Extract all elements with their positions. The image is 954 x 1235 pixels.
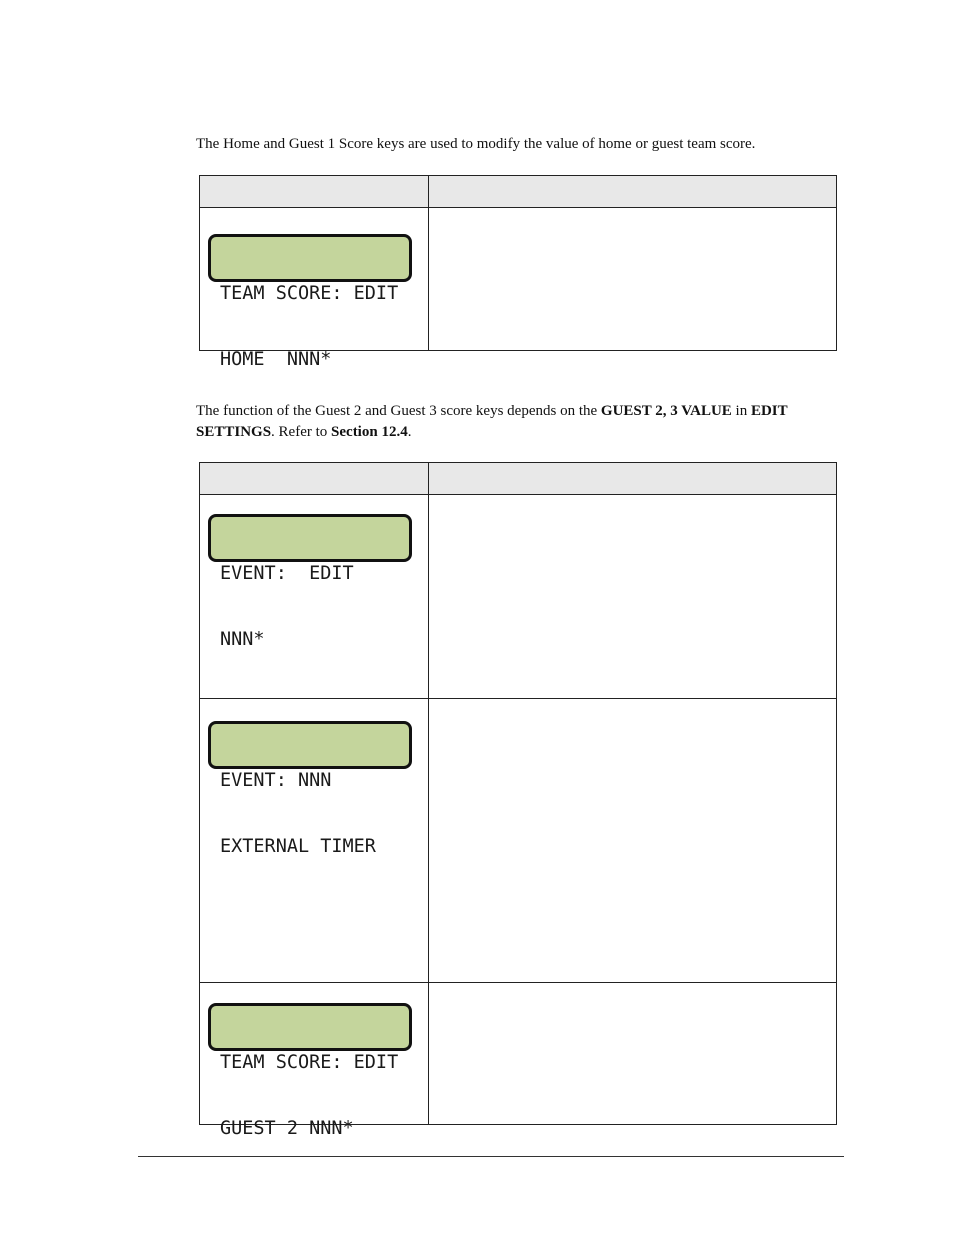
- table-header-row: [200, 463, 837, 495]
- lcd-line-2: EXTERNAL TIMER: [220, 836, 376, 857]
- lcd-display: [208, 234, 412, 370]
- paragraph-text: .: [407, 424, 412, 440]
- lcd-display: [208, 514, 412, 650]
- description-cell: [429, 699, 837, 983]
- paragraph-text: in: [731, 403, 751, 419]
- lcd-line-2: NNN*: [220, 629, 265, 650]
- header-cell-description: [429, 463, 837, 495]
- table-header-row: [200, 176, 837, 208]
- header-cell-display: [200, 176, 429, 208]
- intro-paragraph: The Home and Guest 1 Score keys are used to modify the value of home or guest team score.: [196, 136, 756, 152]
- header-cell-description: [429, 176, 837, 208]
- home-guest1-score-table: [199, 175, 837, 370]
- table-row: [200, 495, 837, 699]
- lcd-line-1: EVENT: EDIT: [220, 563, 354, 584]
- description-cell: [429, 983, 837, 1125]
- display-cell: [200, 983, 429, 1139]
- guest-score-paragraph: [196, 401, 846, 443]
- section-reference: Section 12.4: [331, 424, 408, 440]
- lcd-line-2: GUEST 2 NNN*: [220, 1118, 354, 1139]
- display-cell: [200, 495, 429, 699]
- header-cell-display: [200, 463, 429, 495]
- description-cell: [429, 495, 837, 699]
- table-row: [200, 983, 837, 1125]
- table-row: [200, 699, 837, 983]
- footer-divider: [138, 1156, 844, 1157]
- lcd-line-1: EVENT: NNN: [220, 770, 332, 791]
- edit-settings-label: EDIT SETTINGS: [196, 403, 788, 440]
- paragraph-text: The function of the Guest 2 and Guest 3 score keys depends on the: [196, 403, 601, 419]
- lcd-line-1: TEAM SCORE: EDIT: [220, 1052, 399, 1073]
- description-cell: [429, 208, 837, 351]
- lcd-display: [208, 1003, 412, 1139]
- guest-value-setting: GUEST 2, 3 VALUE: [600, 403, 732, 419]
- guest2-guest3-score-table: [199, 462, 837, 1139]
- lcd-display: [208, 721, 412, 857]
- lcd-line-1: TEAM SCORE: EDIT: [220, 283, 399, 304]
- display-cell: [200, 699, 429, 983]
- paragraph-text: . Refer to: [271, 424, 332, 440]
- lcd-line-2: HOME NNN*: [220, 349, 332, 370]
- display-cell: [200, 208, 429, 370]
- table-row: [200, 208, 837, 351]
